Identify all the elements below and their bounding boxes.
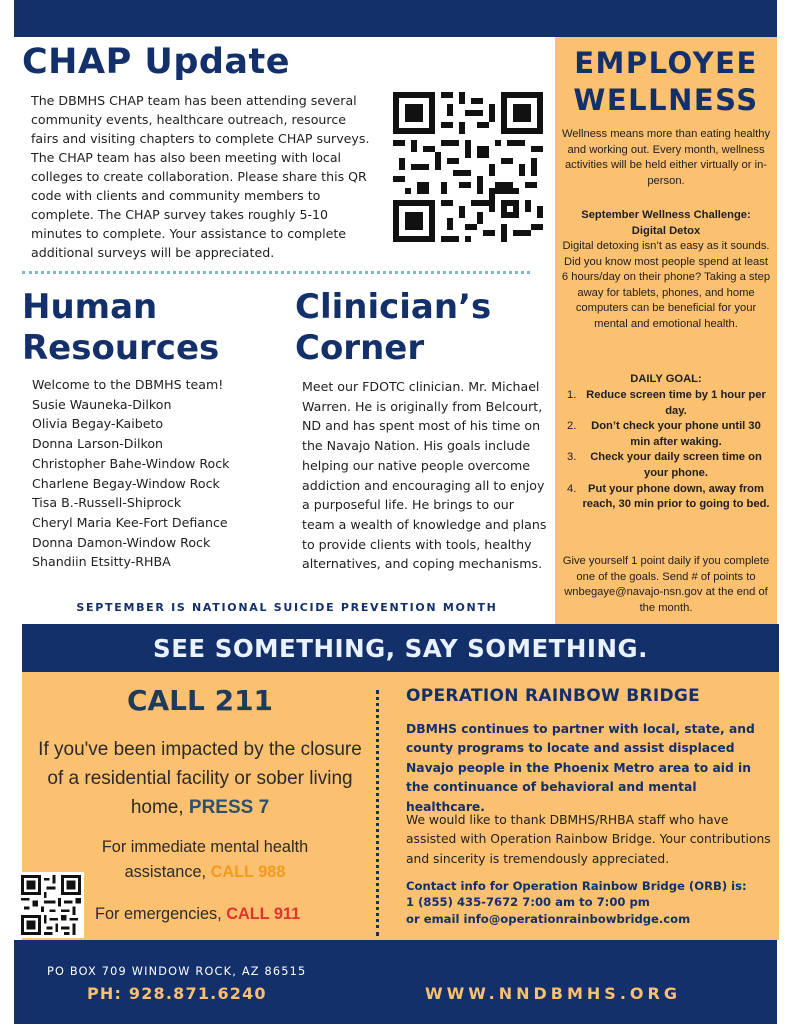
daily-goal-heading: DAILY GOAL: — [630, 373, 702, 385]
chap-update-body: The DBMHS CHAP team has been attending several community events, healthcare outreach, resource fairs and visiting chapters to complete CHAP surveys. The CHAP team has also been meeting with local colleges to create collaboration. Please share this QR code with clients and community members to complete. The CHAP survey takes roughly 5-10 minutes to complete. Your assistance to complete additional surveys will be appreciated. — [31, 93, 370, 260]
emergency-text: For emergencies, — [95, 905, 222, 923]
call-and-orb-panel — [22, 672, 779, 940]
list-item: Olivia Begay-Kaibeto — [32, 416, 164, 432]
list-item: Cheryl Maria Kee-Fort Defiance — [32, 514, 228, 530]
section-divider — [22, 271, 530, 274]
chap-update-title: CHAP Update — [22, 42, 291, 82]
orb-contact-line2: 1 (855) 435-7672 7:00 am to 7:00 pm — [406, 895, 650, 910]
wellness-points-instructions: Give yourself 1 point daily if you complete one of the goals. Send # of points to wnbegaye@navajo-nsn.gov at the end of the month. — [562, 555, 770, 614]
call-qr-code-icon[interactable] — [18, 872, 84, 938]
impact-text: If you've been impacted by the closure of a residential facility or sober living home, — [38, 739, 362, 818]
call-988-label: CALL 988 — [210, 863, 286, 881]
panel-divider — [376, 690, 379, 936]
clinicians-corner-title — [295, 287, 491, 369]
goal-text: Put your phone down, away from reach, 30 min prior to going to bed. — [582, 482, 770, 511]
list-item: Susie Wauneka-Dilkon — [32, 396, 172, 412]
mental-health-line — [60, 835, 350, 885]
challenge-heading-line2: Digital Detox — [631, 224, 701, 237]
goal-number: 2. — [567, 420, 577, 433]
list-item: Charlene Begay-Window Rock — [32, 475, 220, 491]
list-item — [567, 450, 771, 481]
challenge-heading-line1: September Wellness Challenge: — [581, 209, 751, 221]
clinicians-corner-body: Meet our FDOTC clinician. Mr. Michael Warren. He is originally from Belcourt, ND and has spent most of his time on the Navajo Nation. His goals include helping our native people overcome addiction and encouraging all to enjoy a purposeful life. He brings to our team a wealth of knowledge and plans to provide clients with tools, healthy alternatives, and coping mechanisms. — [302, 379, 547, 572]
human-resources-title — [22, 287, 219, 369]
list-item — [567, 388, 771, 419]
list-item: Tisa B.-Russell-Shiprock — [32, 495, 182, 511]
emergency-line — [95, 905, 300, 924]
footer-address: PO BOX 709 WINDOW ROCK, AZ 86515 — [47, 965, 307, 978]
chap-qr-code-icon[interactable] — [392, 92, 544, 242]
footer-website-link[interactable]: WWW.NNDBMHS.ORG — [425, 984, 681, 1003]
goal-number: 4. — [567, 482, 577, 495]
goal-text: Check your daily screen time on your phone. — [590, 451, 762, 479]
wellness-title — [555, 45, 777, 119]
goal-number: 1. — [567, 389, 577, 401]
wellness-title-line1: EMPLOYEE — [574, 46, 758, 80]
employee-wellness-panel — [555, 37, 777, 625]
list-item: Welcome to the DBMHS team! — [32, 377, 224, 392]
wellness-challenge-body: Digital detoxing isn’t as easy as it sounds. Did you know most people spend at least 6 hours/day on their phone? Taking a step away for tablets, phones, and home computers can be beneficial for your mental and emotional health. — [561, 240, 771, 330]
list-item: Donna Larson-Dilkon — [32, 436, 164, 452]
call-911-label: CALL 911 — [226, 905, 301, 923]
hr-title-line2: Resources — [22, 328, 220, 368]
goal-number: 3. — [567, 451, 577, 464]
hr-title-line1: Human — [22, 287, 158, 327]
footer — [14, 940, 777, 1024]
operation-rainbow-bridge-title: OPERATION RAINBOW BRIDGE — [406, 686, 701, 706]
list-item: Shandiin Etsitty-RHBA — [32, 554, 171, 570]
see-something-text: SEE SOMETHING, SAY SOMETHING. — [153, 633, 648, 663]
mental-health-text: For immediate mental health assistance, — [101, 838, 309, 881]
goal-text: Don’t check your phone until 30 min after waking. — [591, 420, 761, 448]
list-item — [567, 419, 771, 450]
list-item: Christopher Bahe-Window Rock — [32, 455, 230, 471]
orb-thanks: We would like to thank DBMHS/RHBA staff who have assisted with Operation Rainbow Bridge. Your contributions and sincerity is tremendously appreciated. — [406, 813, 771, 866]
wellness-challenge-heading — [561, 208, 771, 239]
cc-title-line2: Corner — [295, 328, 425, 368]
suicide-prevention-banner: SEPTEMBER IS NATIONAL SUICIDE PREVENTION MONTH — [76, 601, 498, 614]
cc-title-line1: Clinician’s — [295, 287, 492, 327]
orb-contact-info — [406, 878, 778, 927]
orb-description: DBMHS continues to partner with local, state, and county programs to locate and assist displaced Navajo people in the Phoenix Metro area to aid in the continuance of behavioral and mental healthcare. — [406, 722, 755, 814]
wellness-intro: Wellness means more than eating healthy and working out. Every month, wellness activities will be held either virtually or in-person. — [561, 128, 771, 187]
new-staff-list — [32, 375, 229, 572]
list-item — [567, 482, 771, 513]
orb-contact-line1: Contact info for Operation Rainbow Bridge (ORB) is: — [406, 879, 747, 893]
wellness-title-line2: WELLNESS — [573, 83, 759, 117]
footer-phone[interactable]: PH: 928.871.6240 — [87, 984, 267, 1003]
daily-goal-list — [567, 388, 771, 513]
top-header-band — [14, 0, 777, 37]
orb-contact-line3: or email info@operationrainbowbridge.com — [406, 911, 691, 926]
list-item: Donna Damon-Window Rock — [32, 534, 211, 550]
call-211-heading: CALL 211 — [126, 684, 274, 717]
goal-text: Reduce screen time by 1 hour per day. — [586, 389, 766, 417]
press-7-label: PRESS 7 — [188, 797, 270, 818]
call-211-impact-text — [30, 735, 370, 822]
see-something-banner — [22, 624, 779, 672]
